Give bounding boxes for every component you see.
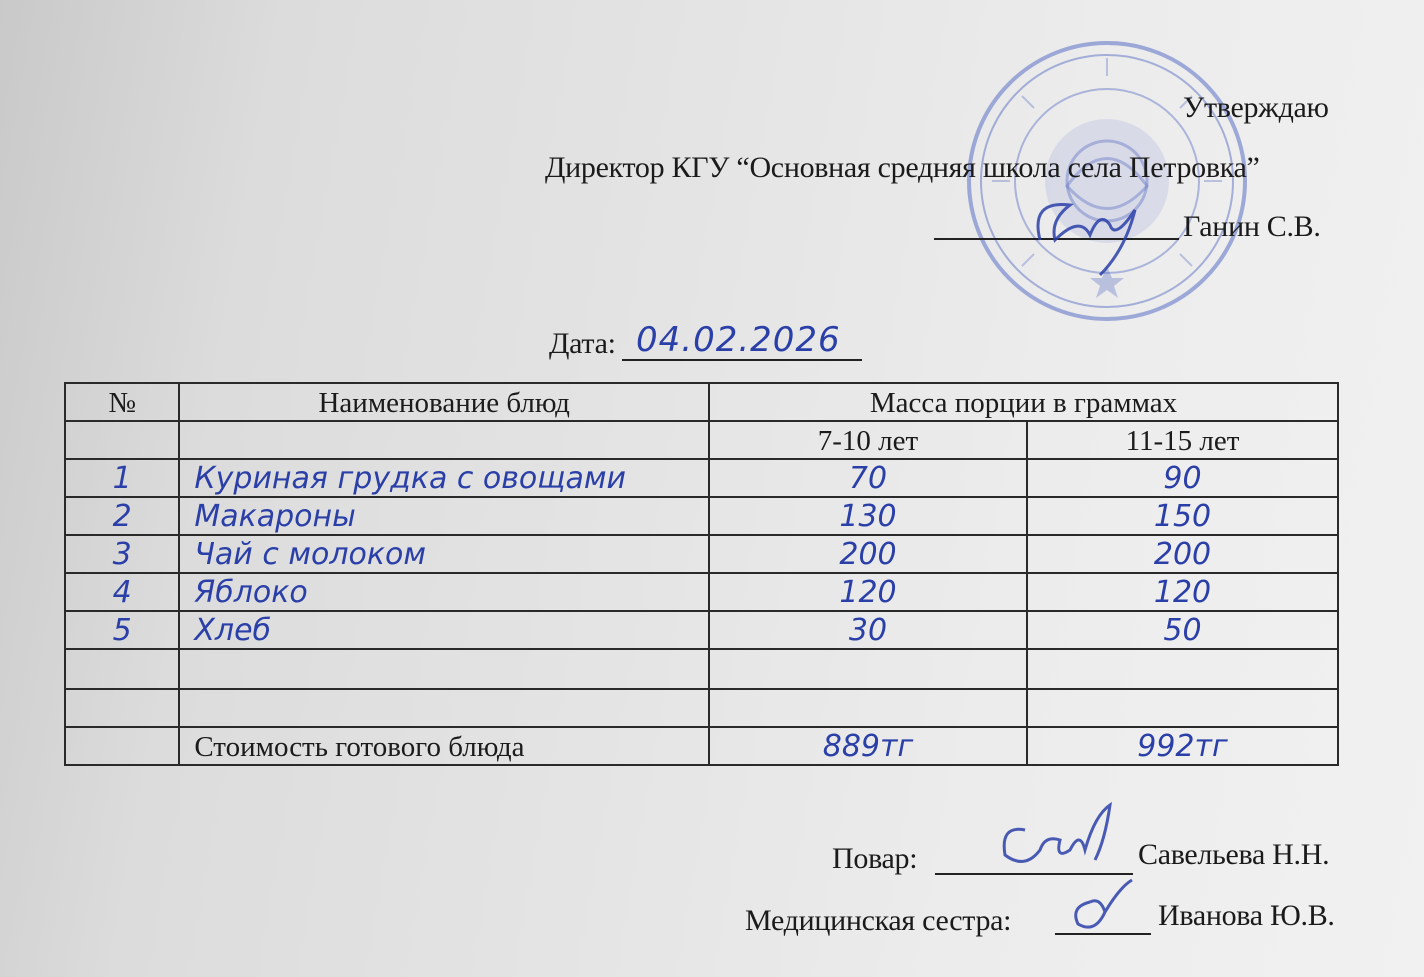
nurse-name: Иванова Ю.В. [1158, 899, 1335, 932]
age-group-1: 7-10 лет [709, 421, 1027, 459]
header-mass: Масса порции в граммах [709, 383, 1338, 421]
approve-label: Утверждаю [1183, 91, 1329, 124]
table-header-row [65, 383, 1338, 421]
row-mass-1: 200 [709, 535, 1027, 573]
table-row [65, 573, 1338, 611]
nurse-signature-icon [1060, 872, 1140, 942]
director-title: Директор КГУ “Основная средняя школа села Петровка” [545, 151, 1260, 184]
director-signature-icon [1010, 180, 1160, 280]
age-group-2: 11-15 лет [1027, 421, 1338, 459]
header-number: № [65, 383, 179, 421]
row-number: 3 [65, 535, 179, 573]
row-dish: Куриная грудка с овощами [179, 459, 709, 497]
row-mass-1: 130 [709, 497, 1027, 535]
table-row [65, 497, 1338, 535]
row-number: 4 [65, 573, 179, 611]
cost-row [65, 727, 1338, 765]
row-mass-1: 70 [709, 459, 1027, 497]
empty-row [65, 689, 1338, 727]
row-dish: Яблоко [179, 573, 709, 611]
row-mass-2: 150 [1027, 497, 1338, 535]
menu-table [64, 382, 1339, 766]
table-subheader-row [65, 421, 1338, 459]
row-number: 5 [65, 611, 179, 649]
date-value: 04.02.2026 [636, 320, 841, 360]
row-dish: Чай с молоком [179, 535, 709, 573]
cost-label: Стоимость готового блюда [179, 727, 709, 765]
row-mass-2: 90 [1027, 459, 1338, 497]
date-label: Дата: [549, 327, 616, 360]
row-mass-1: 120 [709, 573, 1027, 611]
cook-signature-icon [985, 795, 1135, 875]
director-name: Ганин С.В. [1183, 210, 1321, 243]
row-mass-1: 30 [709, 611, 1027, 649]
table-row [65, 459, 1338, 497]
cook-name: Савельева Н.Н. [1138, 838, 1330, 871]
header-dish: Наименование блюд [179, 383, 709, 421]
cost-value-1: 889тг [709, 727, 1027, 765]
row-mass-2: 50 [1027, 611, 1338, 649]
nurse-label: Медицинская сестра: [745, 904, 1012, 937]
row-number: 2 [65, 497, 179, 535]
row-mass-2: 200 [1027, 535, 1338, 573]
row-mass-2: 120 [1027, 573, 1338, 611]
row-dish: Хлеб [179, 611, 709, 649]
cost-value-2: 992тг [1027, 727, 1338, 765]
table-row [65, 611, 1338, 649]
empty-row [65, 649, 1338, 689]
cook-label: Повар: [832, 842, 918, 875]
row-number: 1 [65, 459, 179, 497]
table-row [65, 535, 1338, 573]
row-dish: Макароны [179, 497, 709, 535]
